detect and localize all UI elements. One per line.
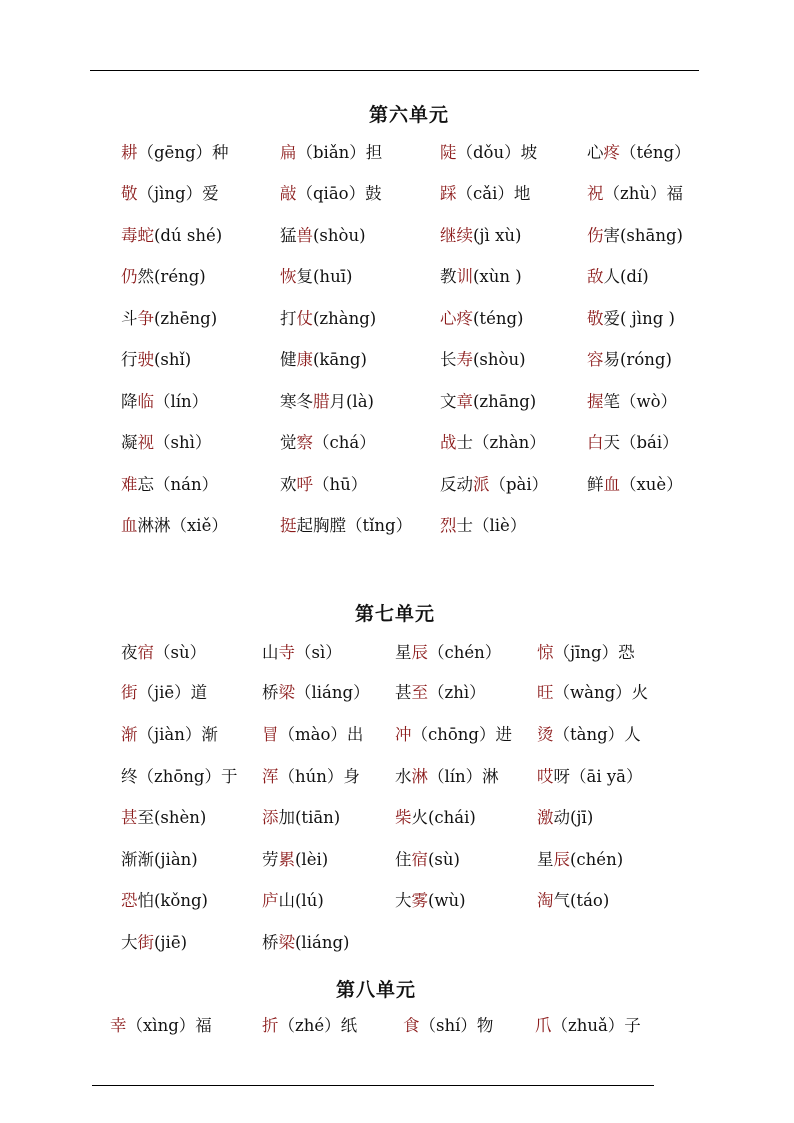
vocab-item [121, 184, 219, 204]
vocab-item [587, 267, 649, 287]
vocab-item [262, 683, 370, 703]
vocab-text: (jiē) [154, 933, 188, 952]
highlighted-character: 至 [411, 683, 428, 702]
vocab-text: 星 [395, 643, 412, 662]
section-title: 第六单元 [369, 104, 450, 126]
highlighted-character: 累 [278, 850, 295, 869]
vocab-text: (liáng) [295, 933, 350, 952]
vocab-text: 水 [395, 767, 412, 786]
vocab-text: （sì） [295, 643, 342, 662]
highlighted-character: 街 [137, 933, 154, 952]
highlighted-character: 食 [403, 1016, 420, 1035]
vocab-item [537, 643, 635, 663]
vocab-item [587, 226, 683, 246]
vocab-text: 桥 [262, 683, 279, 702]
section-title: 第七单元 [355, 603, 436, 625]
vocab-item [395, 891, 466, 911]
highlighted-character: 寿 [456, 350, 473, 369]
highlighted-character: 容 [587, 350, 604, 369]
vocab-item [121, 643, 206, 663]
highlighted-character: 毒蛇 [121, 226, 154, 245]
vocab-text: 天（bái） [603, 433, 679, 452]
vocab-item [280, 475, 367, 495]
vocab-text: （chá） [313, 433, 376, 452]
vocab-item [121, 143, 229, 163]
highlighted-character: 浑 [262, 767, 279, 786]
vocab-item [121, 725, 218, 745]
highlighted-character: 白 [587, 433, 604, 452]
vocab-text: 心 [587, 143, 604, 162]
highlighted-character: 呼 [296, 475, 313, 494]
highlighted-character: 辰 [411, 643, 428, 662]
highlighted-character: 踩 [440, 184, 457, 203]
vocab-item [537, 683, 648, 703]
vocab-text: （shí）物 [419, 1016, 494, 1035]
vocab-item [262, 767, 360, 787]
vocab-text: （liáng） [295, 683, 370, 702]
vocab-item [395, 725, 512, 745]
vocab-item [121, 850, 198, 870]
vocab-item [280, 433, 376, 453]
vocab-text: 然(réng) [137, 267, 206, 286]
vocab-text: （biǎn）担 [296, 143, 383, 162]
highlighted-character: 淘 [537, 891, 554, 910]
vocab-text: （xìng）福 [126, 1016, 212, 1035]
highlighted-character: 梁 [278, 933, 295, 952]
vocab-item [535, 1016, 641, 1036]
highlighted-character: 恐 [121, 891, 138, 910]
highlighted-character: 耕 [121, 143, 138, 162]
vocab-text: (zhàng) [313, 309, 377, 328]
highlighted-character: 宿 [411, 850, 428, 869]
highlighted-character: 寺 [278, 643, 295, 662]
vocab-text: (shòu) [473, 350, 526, 369]
vocab-text: （jīng）恐 [553, 643, 635, 662]
highlighted-character: 章 [456, 392, 473, 411]
highlighted-character: 甚 [121, 808, 138, 827]
vocab-text: 至(shèn) [137, 808, 207, 827]
vocab-text: （zhé）纸 [278, 1016, 358, 1035]
vocab-item [440, 309, 523, 329]
highlighted-character: 恢 [280, 267, 297, 286]
vocab-text: 教 [440, 267, 457, 286]
vocab-text: 怕(kǒng) [137, 891, 208, 910]
highlighted-character: 街 [121, 683, 138, 702]
highlighted-character: 辰 [553, 850, 570, 869]
vocab-item [587, 143, 691, 163]
vocab-item [440, 392, 536, 412]
vocab-text: 欢 [280, 475, 297, 494]
vocab-text: 动(jī) [553, 808, 594, 827]
vocab-item [262, 808, 340, 828]
highlighted-character: 淋 [411, 767, 428, 786]
vocab-text: （jiē）道 [137, 683, 208, 702]
vocab-item [280, 184, 382, 204]
highlighted-character: 腊 [313, 392, 330, 411]
highlighted-character: 雾 [411, 891, 428, 910]
vocab-text: 鲜 [587, 475, 604, 494]
vocab-text: （chén） [428, 643, 502, 662]
highlighted-character: 折 [262, 1016, 279, 1035]
vocab-text: （zhì） [428, 683, 486, 702]
vocab-item [395, 808, 476, 828]
vocab-text: 健 [280, 350, 297, 369]
vocab-text: (shǐ) [154, 350, 192, 369]
highlighted-character: 烫 [537, 725, 554, 744]
vocab-text: (dú shé) [154, 226, 223, 245]
vocab-text: (zhēng) [154, 309, 218, 328]
highlighted-character: 康 [296, 350, 313, 369]
vocab-item [121, 767, 237, 787]
highlighted-character: 敌 [587, 267, 604, 286]
vocab-text: （pài） [489, 475, 549, 494]
vocab-text: （xuè） [620, 475, 683, 494]
vocab-text: 山 [262, 643, 279, 662]
highlighted-character: 血 [121, 516, 138, 535]
vocab-text: 忘（nán） [137, 475, 219, 494]
highlighted-character: 渐 [121, 725, 138, 744]
highlighted-character: 临 [137, 392, 154, 411]
vocab-item [262, 933, 349, 953]
highlighted-character: 柴 [395, 808, 412, 827]
vocab-text: （jìng）爱 [137, 184, 219, 203]
vocab-item [121, 516, 228, 536]
vocab-text: 长 [440, 350, 457, 369]
highlighted-character: 训 [456, 267, 473, 286]
vocab-item [280, 309, 376, 329]
highlighted-character: 敬 [587, 309, 604, 328]
vocab-text: （wàng）火 [553, 683, 649, 702]
highlighted-character: 伤 [587, 226, 604, 245]
highlighted-character: 战 [440, 433, 457, 452]
vocab-text: 淋淋（xiě） [137, 516, 228, 535]
vocab-item [280, 267, 352, 287]
vocab-item [587, 184, 683, 204]
vocab-text: 夜 [121, 643, 138, 662]
vocab-item [440, 143, 537, 163]
vocab-text: （jiàn）渐 [137, 725, 218, 744]
vocab-text: 文 [440, 392, 457, 411]
vocab-item [121, 392, 208, 412]
vocab-text: （sù） [154, 643, 207, 662]
vocab-text: 反动 [440, 475, 473, 494]
vocab-text: (zhāng) [473, 392, 537, 411]
highlighted-character: 庐 [262, 891, 279, 910]
vocab-text: 降 [121, 392, 138, 411]
vocab-item [395, 683, 486, 703]
highlighted-character: 疼 [603, 143, 620, 162]
vocab-item [440, 184, 530, 204]
vocab-text: （mào）出 [278, 725, 364, 744]
vocab-text: 气(táo) [553, 891, 610, 910]
vocab-text: （hū） [313, 475, 368, 494]
highlighted-character: 兽 [296, 226, 313, 245]
vocab-text: (xùn ) [473, 267, 522, 286]
vocab-item [537, 767, 643, 787]
vocab-text: (wù) [428, 891, 466, 910]
vocab-text: （tàng）人 [553, 725, 641, 744]
vocab-text: 呀（āi yā） [553, 767, 643, 786]
vocab-text: 猛 [280, 226, 297, 245]
vocab-text: (jì xù) [473, 226, 522, 245]
vocab-text: 住 [395, 850, 412, 869]
vocab-text: (chén) [570, 850, 624, 869]
vocab-item [395, 767, 499, 787]
vocab-text: 易(róng) [603, 350, 672, 369]
vocab-item [280, 143, 382, 163]
vocab-item [587, 350, 672, 370]
vocab-text: （cǎi）地 [456, 184, 531, 203]
vocab-text: 加(tiān) [278, 808, 341, 827]
vocab-text: (sù) [428, 850, 460, 869]
vocab-item [121, 933, 187, 953]
vocab-item [262, 850, 328, 870]
vocab-item [121, 891, 208, 911]
highlighted-character: 宿 [137, 643, 154, 662]
highlighted-character: 梁 [278, 683, 295, 702]
vocab-item [537, 725, 641, 745]
vocab-text: 害(shāng) [603, 226, 683, 245]
vocab-item [440, 475, 548, 495]
vocab-text: 月(là) [329, 392, 374, 411]
vocab-item [121, 226, 222, 246]
highlighted-character: 仍 [121, 267, 138, 286]
vocab-item [395, 643, 501, 663]
vocab-text: （lín） [154, 392, 209, 411]
highlighted-character: 仗 [296, 309, 313, 328]
vocab-item [440, 433, 546, 453]
highlighted-character: 添 [262, 808, 279, 827]
highlighted-character: 扁 [280, 143, 297, 162]
vocab-text: (shòu) [313, 226, 366, 245]
vocab-item [537, 808, 593, 828]
vocab-item [110, 1016, 212, 1036]
vocab-item [121, 683, 207, 703]
vocab-item [587, 433, 679, 453]
highlighted-character: 挺 [280, 516, 297, 535]
vocab-text: 行 [121, 350, 138, 369]
vocab-text: 火(chái) [411, 808, 476, 827]
vocab-item [280, 350, 367, 370]
highlighted-character: 视 [137, 433, 154, 452]
vocab-text: （gēng）种 [137, 143, 229, 162]
vocab-text: 凝 [121, 433, 138, 452]
highlighted-character: 察 [296, 433, 313, 452]
vocab-text: （shì） [154, 433, 212, 452]
vocab-item [121, 267, 206, 287]
vocab-text: 山(lú) [278, 891, 324, 910]
highlighted-character: 幸 [110, 1016, 127, 1035]
top-rule [90, 70, 699, 71]
highlighted-character: 血 [603, 475, 620, 494]
vocab-item [440, 350, 526, 370]
vocab-text: 甚 [395, 683, 412, 702]
vocab-item [262, 643, 342, 663]
vocab-text: 士（liè） [456, 516, 527, 535]
vocab-item [395, 850, 460, 870]
vocab-text: （téng） [620, 143, 691, 162]
highlighted-character: 爪 [535, 1016, 552, 1035]
highlighted-character: 派 [473, 475, 490, 494]
vocab-item [280, 226, 366, 246]
vocab-text: （zhù）福 [603, 184, 683, 203]
vocab-text: 笔（wò） [603, 392, 678, 411]
vocab-text: (téng) [473, 309, 524, 328]
highlighted-character: 驶 [137, 350, 154, 369]
highlighted-character: 敲 [280, 184, 297, 203]
highlighted-character: 难 [121, 475, 138, 494]
vocab-text: （qiāo）鼓 [296, 184, 382, 203]
highlighted-character: 惊 [537, 643, 554, 662]
highlighted-character: 祝 [587, 184, 604, 203]
highlighted-character: 旺 [537, 683, 554, 702]
highlighted-character: 激 [537, 808, 554, 827]
vocab-text: （hún）身 [278, 767, 360, 786]
highlighted-character: 争 [137, 309, 154, 328]
vocab-text: (lèi) [295, 850, 329, 869]
vocab-item [440, 226, 521, 246]
vocab-item [121, 350, 191, 370]
vocab-text: （lín）淋 [428, 767, 499, 786]
vocab-text: 斗 [121, 309, 138, 328]
bottom-rule [92, 1085, 654, 1086]
highlighted-character: 烈 [440, 516, 457, 535]
highlighted-character: 握 [587, 392, 604, 411]
vocab-text: 复(huī) [296, 267, 353, 286]
highlighted-character: 敬 [121, 184, 138, 203]
vocab-item [440, 516, 526, 536]
vocab-item [587, 392, 677, 412]
vocab-text: （dǒu）坡 [456, 143, 538, 162]
vocab-item [403, 1016, 493, 1036]
vocab-item [262, 1016, 357, 1036]
vocab-item [587, 309, 675, 329]
vocab-item [121, 808, 206, 828]
vocab-text: 觉 [280, 433, 297, 452]
highlighted-character: 陡 [440, 143, 457, 162]
section-title: 第八单元 [336, 979, 417, 1001]
vocab-text: 大 [395, 891, 412, 910]
vocab-item [280, 516, 412, 536]
vocab-text: 星 [537, 850, 554, 869]
vocab-item [262, 725, 363, 745]
vocab-text: 桥 [262, 933, 279, 952]
vocab-text: 渐渐(jiàn) [121, 850, 198, 869]
vocab-item [440, 267, 522, 287]
vocab-item [121, 433, 211, 453]
vocab-text: 终（zhōng）于 [121, 767, 238, 786]
highlighted-character: 哎 [537, 767, 554, 786]
vocab-text: 打 [280, 309, 297, 328]
vocab-text: （zhuǎ）子 [551, 1016, 641, 1035]
vocab-text: 寒冬 [280, 392, 313, 411]
vocab-text: 大 [121, 933, 138, 952]
vocab-text: 爱( jìng ) [603, 309, 675, 328]
highlighted-character: 冲 [395, 725, 412, 744]
vocab-item [121, 475, 218, 495]
highlighted-character: 心疼 [440, 309, 473, 328]
vocab-item [587, 475, 683, 495]
vocab-text: 起胸膛（tǐng） [296, 516, 413, 535]
vocab-text: 士（zhàn） [456, 433, 546, 452]
vocab-item [262, 891, 324, 911]
vocab-text: 劳 [262, 850, 279, 869]
highlighted-character: 继续 [440, 226, 473, 245]
highlighted-character: 冒 [262, 725, 279, 744]
vocab-text: 人(dí) [603, 267, 649, 286]
vocab-item [121, 309, 217, 329]
vocab-item [280, 392, 374, 412]
vocab-item [537, 891, 609, 911]
vocab-text: （chōng）进 [411, 725, 512, 744]
vocab-text: (kāng) [313, 350, 367, 369]
vocab-item [537, 850, 623, 870]
